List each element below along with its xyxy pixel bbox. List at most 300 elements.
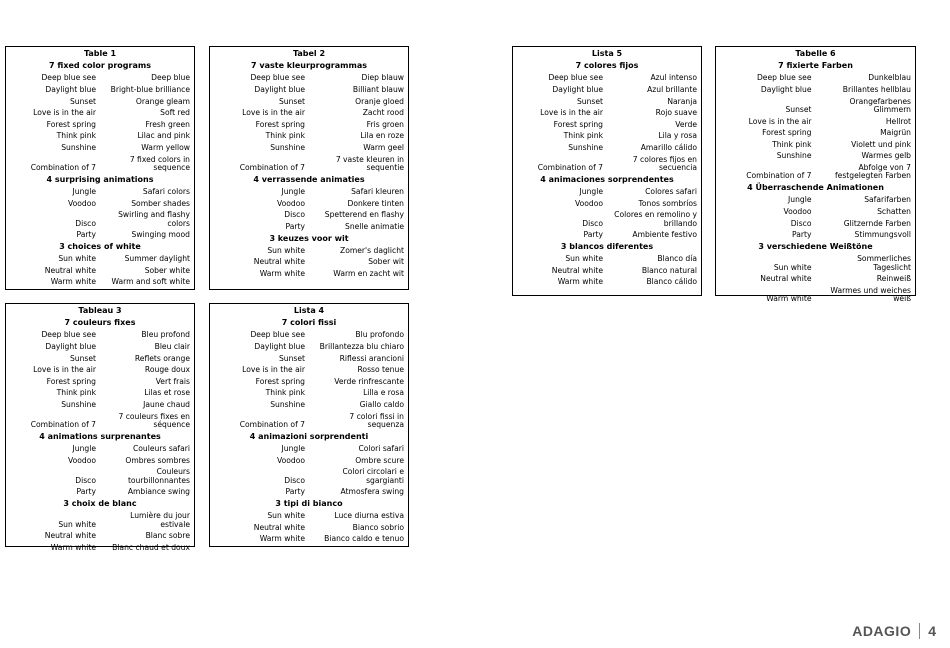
program-description: 7 couleurs fixes en séquence — [118, 411, 190, 429]
table-row — [210, 108, 408, 120]
table-row — [6, 154, 194, 174]
program-name: Daylight blue — [45, 342, 96, 351]
table-1-english — [5, 46, 195, 290]
section-header: 3 blancos diferentes — [560, 242, 654, 252]
table-row — [6, 542, 194, 554]
section-header: 3 choices of white — [59, 242, 141, 252]
program-name: Party — [76, 487, 96, 497]
table-row — [210, 487, 408, 499]
section-header: 4 animations surprenantes — [39, 431, 161, 441]
program-name: Sunset — [576, 96, 603, 106]
program-description: Warmes und weiches weiß — [830, 285, 911, 304]
program-description: Azul intenso — [650, 73, 697, 83]
table-row — [716, 84, 915, 96]
table-row — [210, 210, 408, 222]
program-name: Disco — [75, 218, 96, 228]
table-row — [513, 277, 701, 289]
table-row — [210, 96, 408, 108]
program-description: Colori circolari e sgargianti — [342, 467, 404, 485]
program-name: Forest spring — [553, 119, 603, 129]
program-name: Voodoo — [276, 198, 305, 208]
program-name: Sunshine — [270, 142, 305, 152]
table-row — [6, 443, 194, 455]
page-footer — [852, 623, 936, 639]
section-header: 7 fixierte Farben — [778, 61, 853, 71]
table-row — [6, 388, 194, 400]
program-name: Neutral white — [551, 265, 603, 275]
program-description: Couleurs tourbillonnantes — [127, 467, 190, 485]
program-name: Sunset — [69, 96, 96, 106]
program-description: Lilac and pink — [137, 131, 190, 141]
program-name: Think pink — [772, 139, 812, 149]
program-description: Couleurs safari — [132, 443, 190, 453]
program-description: 7 fixed colors in sequence — [129, 154, 190, 172]
table-row — [6, 467, 194, 487]
program-name: Voodoo — [67, 198, 96, 208]
program-name: Disco — [75, 475, 96, 485]
section-header: 4 animaciones sorprendentes — [540, 174, 674, 184]
section-header-row — [210, 233, 408, 245]
program-description: Spetterend en flashy — [324, 210, 404, 220]
program-description: Schatten — [877, 206, 911, 216]
table-row — [716, 162, 915, 182]
program-name: Combination of 7 — [239, 162, 305, 172]
table-row — [716, 116, 915, 128]
table-row — [6, 96, 194, 108]
program-description: Bianco caldo e tenuo — [324, 534, 404, 544]
program-name: Love is in the air — [33, 365, 96, 375]
section-header-row — [513, 60, 701, 72]
program-description: Swirling and flashy colors — [118, 210, 190, 228]
program-description: Zacht rood — [362, 108, 404, 118]
table-6-german — [715, 46, 916, 304]
table-row — [716, 285, 915, 305]
table-row — [210, 73, 408, 85]
program-description: Billiant blauw — [352, 85, 404, 94]
program-name: Party — [792, 230, 812, 240]
section-header-row — [6, 174, 194, 186]
section-header-row — [716, 241, 915, 253]
program-description: Safarifarben — [864, 195, 911, 205]
table-row — [6, 142, 194, 154]
table-row — [513, 186, 701, 198]
table-row — [210, 341, 408, 353]
section-header-row — [210, 317, 408, 329]
program-name: Jungle — [788, 195, 812, 205]
program-name: Sun white — [267, 511, 305, 521]
program-description: Lilas et rose — [144, 388, 190, 398]
program-description: Lila y rosa — [658, 131, 697, 141]
page-number: 4 — [928, 623, 936, 639]
program-description: Soft red — [160, 108, 190, 118]
table-grid — [6, 304, 194, 554]
program-name: Sun white — [58, 519, 96, 529]
program-name: Think pink — [563, 131, 603, 141]
program-description: Giallo caldo — [359, 399, 404, 409]
table-row — [6, 411, 194, 431]
program-name: Love is in the air — [33, 108, 96, 118]
table-4-italian — [209, 303, 409, 547]
program-description: Rojo suave — [655, 108, 697, 118]
table-5-spanish — [512, 46, 702, 296]
table-row — [210, 268, 408, 280]
section-header: 4 animazioni sorprendenti — [249, 431, 369, 441]
program-name: Disco — [790, 218, 812, 228]
program-description: Swinging mood — [131, 230, 190, 240]
table-row — [210, 511, 408, 523]
program-description: Orange gleam — [135, 96, 190, 106]
program-name: Love is in the air — [748, 116, 812, 126]
table-title-row — [6, 47, 194, 60]
table-row — [210, 257, 408, 269]
program-description: Colores safari — [645, 186, 697, 196]
table-row — [6, 330, 194, 342]
table-row — [513, 84, 701, 96]
program-description: 7 colori fissi in sequenza — [349, 411, 404, 429]
program-name: Warm white — [50, 277, 96, 287]
program-description: Blanco natural — [641, 265, 697, 275]
program-name: Sunshine — [61, 399, 96, 409]
program-description: 7 vaste kleuren in sequentie — [335, 154, 404, 172]
program-name: Daylight blue — [254, 85, 305, 94]
program-name: Neutral white — [253, 257, 305, 267]
program-name: Disco — [582, 218, 603, 228]
table-row — [513, 230, 701, 242]
program-description: Warm en zacht wit — [333, 268, 404, 278]
table-row — [716, 206, 915, 218]
program-name: Combination of 7 — [30, 162, 96, 172]
table-row — [6, 511, 194, 531]
program-description: Warm and soft white — [111, 277, 190, 287]
table-title: Lista 5 — [591, 49, 623, 58]
table-row — [6, 198, 194, 210]
program-description: Reinweiß — [876, 274, 911, 284]
program-description: Blu profondo — [355, 330, 404, 340]
table-grid — [210, 304, 408, 545]
program-name: Jungle — [579, 186, 603, 196]
section-header-row — [6, 241, 194, 253]
program-name: Party — [285, 221, 305, 231]
program-name: Sunset — [69, 353, 96, 363]
program-name: Deep blue see — [250, 73, 305, 83]
program-name: Combination of 7 — [746, 171, 812, 181]
program-name: Deep blue see — [41, 73, 96, 83]
program-description: Blanc chaud et doux — [112, 542, 190, 552]
section-header-row — [6, 60, 194, 72]
table-row — [6, 376, 194, 388]
program-description: Warm yellow — [141, 142, 190, 152]
program-name: Voodoo — [783, 206, 812, 216]
section-header-row — [6, 317, 194, 329]
program-name: Warm white — [766, 294, 812, 304]
table-row — [6, 455, 194, 467]
table-row — [513, 119, 701, 131]
section-header-row — [6, 431, 194, 443]
table-row — [210, 119, 408, 131]
table-row — [6, 399, 194, 411]
program-description: Riflessi arancioni — [339, 353, 404, 363]
program-name: Sunshine — [61, 142, 96, 152]
program-description: Fresh green — [145, 119, 190, 129]
table-row — [6, 254, 194, 266]
program-description: Warm geel — [363, 142, 404, 152]
program-description: Sober white — [144, 265, 190, 275]
section-header: 3 keuzes voor wit — [269, 233, 349, 243]
table-row — [513, 131, 701, 143]
program-description: Abfolge von 7 festgelegten Farben — [835, 162, 911, 181]
program-description: Jaune chaud — [143, 399, 190, 409]
table-row — [210, 534, 408, 546]
table-row — [6, 84, 194, 96]
program-description: Sober wit — [368, 257, 404, 267]
table-row — [6, 265, 194, 277]
table-row — [210, 84, 408, 96]
program-description: Rouge doux — [144, 365, 190, 375]
program-description: Verde — [675, 119, 697, 129]
program-description: Bleu profond — [141, 330, 190, 340]
table-row — [716, 128, 915, 140]
program-name: Daylight blue — [45, 85, 96, 94]
program-name: Think pink — [56, 388, 96, 398]
table-row — [716, 274, 915, 286]
table-row — [716, 195, 915, 207]
table-row — [716, 218, 915, 230]
program-name: Daylight blue — [254, 342, 305, 351]
table-row — [513, 210, 701, 230]
table-title: Table 1 — [83, 49, 117, 58]
program-description: Blanc sobre — [145, 531, 190, 541]
table-row — [210, 131, 408, 143]
section-header-row — [210, 498, 408, 510]
table-row — [6, 531, 194, 543]
table-row — [513, 265, 701, 277]
table-row — [513, 154, 701, 174]
program-description: Warmes gelb — [861, 151, 911, 161]
program-name: Party — [285, 487, 305, 497]
program-name: Warm white — [50, 542, 96, 552]
table-row — [210, 522, 408, 534]
program-description: Summer daylight — [124, 254, 190, 264]
program-description: Fris groen — [366, 119, 404, 129]
table-row — [513, 254, 701, 266]
table-row — [6, 108, 194, 120]
program-name: Think pink — [56, 131, 96, 141]
program-description: Stimmungsvoll — [854, 230, 911, 240]
program-description: Atmosfera swing — [340, 487, 404, 497]
program-name: Party — [583, 230, 603, 240]
program-name: Sunset — [278, 96, 305, 106]
program-name: Sunset — [278, 353, 305, 363]
table-grid — [716, 47, 915, 305]
table-row — [210, 411, 408, 431]
program-description: Luce diurna estiva — [334, 511, 404, 521]
section-header: 7 colori fissi — [281, 318, 337, 328]
program-name: Disco — [284, 475, 305, 485]
program-name: Love is in the air — [540, 108, 603, 118]
table-title: Tabel 2 — [292, 49, 326, 58]
program-name: Disco — [284, 210, 305, 220]
program-description: Oranje gloed — [355, 96, 404, 106]
program-description: Violett und pink — [851, 139, 911, 149]
program-description: Verde rinfrescante — [334, 376, 404, 386]
table-row — [6, 277, 194, 289]
program-description: Snelle animatie — [345, 221, 404, 231]
program-description: Bianco sobrio — [352, 522, 404, 532]
program-description: Colores en remolino y brillando — [614, 210, 697, 228]
program-name: Sun white — [773, 262, 812, 272]
program-name: Party — [76, 230, 96, 240]
table-title: Tabelle 6 — [795, 49, 836, 58]
table-row — [6, 230, 194, 242]
table-row — [513, 142, 701, 154]
table-title: Tableau 3 — [78, 306, 122, 315]
program-description: Amarillo cálido — [640, 142, 697, 152]
table-row — [210, 198, 408, 210]
table-row — [716, 151, 915, 163]
program-name: Forest spring — [762, 128, 812, 138]
table-row — [210, 455, 408, 467]
section-header: 3 choix de blanc — [63, 499, 137, 509]
program-name: Voodoo — [574, 198, 603, 208]
program-description: Lila en roze — [360, 131, 404, 141]
program-name: Jungle — [72, 443, 96, 453]
table-row — [210, 365, 408, 377]
program-description: Diep blauw — [361, 73, 404, 83]
program-name: Neutral white — [44, 531, 96, 541]
table-row — [210, 353, 408, 365]
table-row — [210, 399, 408, 411]
table-row — [716, 230, 915, 242]
section-header-row — [6, 498, 194, 510]
program-name: Sunshine — [270, 399, 305, 409]
section-header-row — [210, 174, 408, 186]
program-description: Brillantezza blu chiaro — [319, 342, 404, 351]
table-row — [6, 353, 194, 365]
program-description: Safari kleuren — [351, 186, 404, 196]
program-description: Colori safari — [358, 443, 404, 453]
program-description: Rosso tenue — [357, 365, 404, 375]
program-name: Daylight blue — [760, 85, 812, 94]
table-row — [716, 73, 915, 85]
program-description: Glitzernde Farben — [843, 218, 911, 228]
section-header: 7 colores fijos — [575, 61, 639, 71]
program-name: Forest spring — [46, 119, 96, 129]
program-name: Sun white — [565, 254, 603, 264]
table-row — [513, 96, 701, 108]
section-header-row — [513, 174, 701, 186]
program-description: Vert frais — [155, 376, 190, 386]
table-row — [6, 119, 194, 131]
program-description: Ambiance swing — [127, 487, 190, 497]
table-row — [210, 376, 408, 388]
program-name: Sunshine — [776, 151, 812, 161]
program-name: Neutral white — [253, 522, 305, 532]
program-name: Warm white — [557, 277, 603, 287]
table-row — [210, 467, 408, 487]
program-description: Ambiente festivo — [632, 230, 697, 240]
program-name: Combination of 7 — [30, 419, 96, 429]
program-name: Jungle — [72, 186, 96, 196]
section-header-row — [716, 182, 915, 194]
program-name: Voodoo — [276, 455, 305, 465]
program-name: Sunset — [785, 105, 812, 114]
brand-name: ADAGIO — [852, 623, 912, 639]
table-3-french — [5, 303, 195, 552]
table-row — [716, 139, 915, 151]
table-row — [210, 245, 408, 257]
table-title-row — [6, 304, 194, 317]
table-row — [6, 487, 194, 499]
program-name: Warm white — [259, 534, 305, 544]
program-description: Azul brillante — [647, 85, 697, 94]
section-header: 7 fixed color programs — [49, 61, 151, 71]
program-description: Bleu clair — [154, 342, 190, 351]
program-description: Brillantes hellblau — [842, 85, 911, 94]
program-name: Deep blue see — [756, 73, 812, 83]
program-name: Jungle — [281, 443, 305, 453]
program-description: Blanco cálido — [646, 277, 697, 287]
program-description: Lumière du jour estivale — [130, 511, 190, 529]
program-description: Sommerliches Tageslicht — [857, 254, 911, 272]
program-description: Maigrün — [880, 128, 911, 138]
program-name: Daylight blue — [552, 85, 603, 94]
table-title-row — [210, 304, 408, 317]
program-name: Jungle — [281, 186, 305, 196]
program-description: Blanco día — [657, 254, 697, 264]
section-header: 3 verschiedene Weißtöne — [758, 242, 873, 252]
table-row — [6, 365, 194, 377]
program-description: Bright-blue brilliance — [110, 85, 190, 94]
program-description: Donkere tinten — [347, 198, 404, 208]
program-description: Ombre scure — [355, 455, 404, 465]
program-description: Reflets orange — [134, 353, 190, 363]
program-description: Zomer's daglicht — [340, 245, 404, 255]
program-name: Voodoo — [67, 455, 96, 465]
table-row — [6, 186, 194, 198]
program-name: Think pink — [265, 388, 305, 398]
program-name: Deep blue see — [548, 73, 603, 83]
table-row — [513, 198, 701, 210]
program-description: Ombres sombres — [125, 455, 190, 465]
table-row — [210, 142, 408, 154]
table-title: Lista 4 — [293, 306, 325, 315]
table-grid — [210, 47, 408, 280]
section-header-row — [513, 241, 701, 253]
program-name: Sun white — [58, 254, 96, 264]
table-row — [513, 108, 701, 120]
table-row — [210, 443, 408, 455]
program-description: Tonos sombríos — [638, 198, 697, 208]
program-name: Neutral white — [44, 265, 96, 275]
table-row — [6, 341, 194, 353]
program-name: Warm white — [259, 268, 305, 278]
program-name: Think pink — [265, 131, 305, 141]
table-title-row — [513, 47, 701, 60]
program-name: Love is in the air — [242, 365, 305, 375]
program-description: Naranja — [667, 96, 697, 106]
section-header: 7 couleurs fixes — [64, 318, 136, 328]
program-description: Orangefarbenes Glimmern — [849, 96, 911, 114]
section-header: 4 verrassende animaties — [253, 174, 365, 184]
table-row — [210, 330, 408, 342]
section-header: 4 Überraschende Animationen — [747, 183, 884, 193]
program-description: Dunkelblau — [868, 73, 911, 83]
table-row — [716, 96, 915, 116]
section-header: 3 tipi di bianco — [275, 499, 343, 509]
program-name: Forest spring — [255, 119, 305, 129]
program-description: Lilla e rosa — [363, 388, 404, 398]
table-row — [716, 254, 915, 274]
